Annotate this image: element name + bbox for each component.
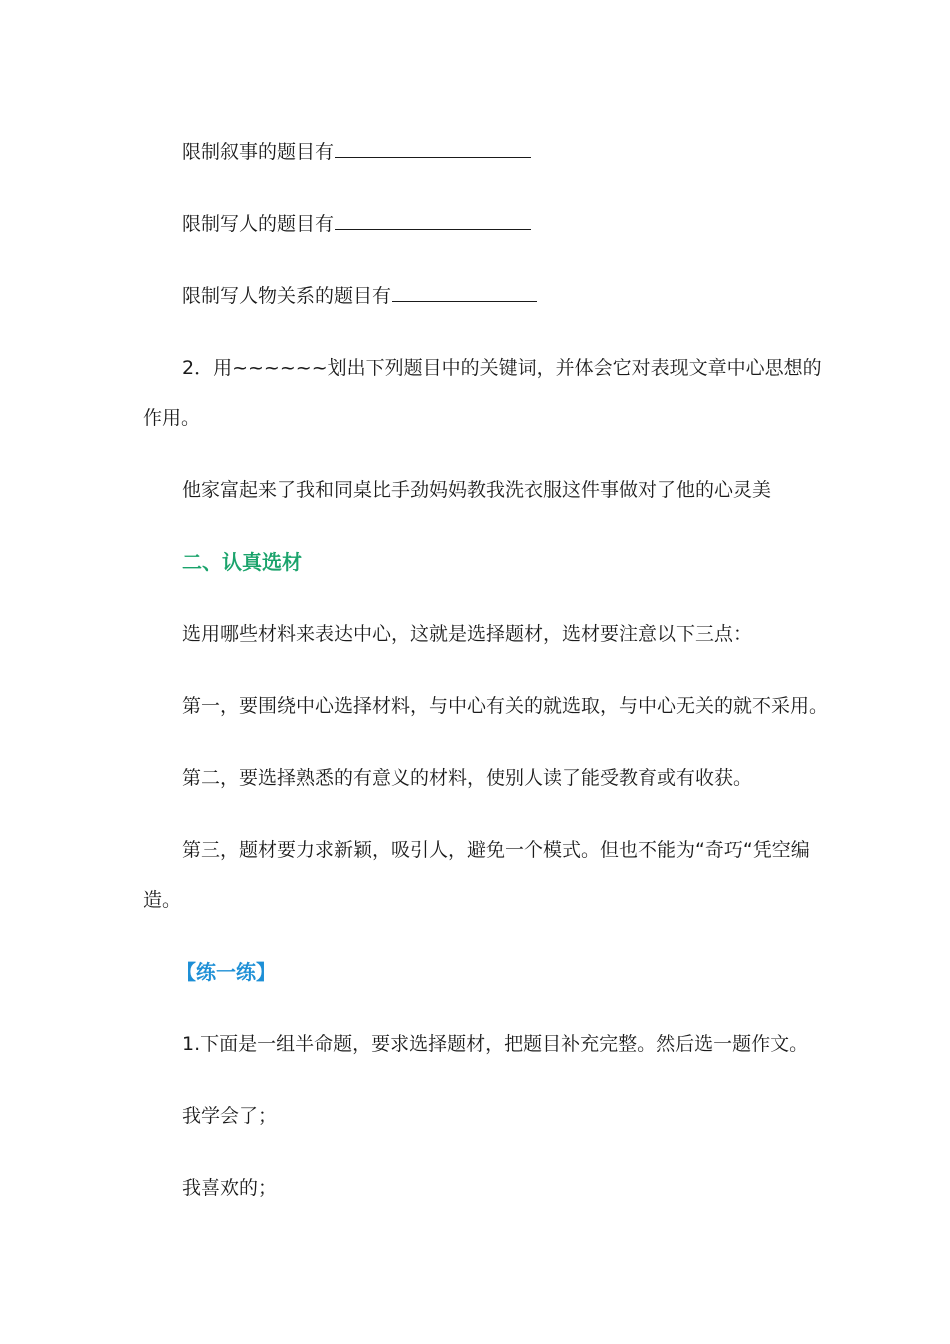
answer-blank[interactable] — [392, 283, 537, 302]
prompt-text: 限制写人物关系的题目有 — [182, 285, 392, 307]
answer-blank[interactable] — [335, 139, 531, 158]
practice-question-1: 1.下面是一组半命题，要求选择题材，把题目补充完整。然后选一题作文。 — [182, 1033, 809, 1055]
fill-in-line-narrative — [182, 139, 531, 165]
half-title-1: 我学会了； — [182, 1105, 278, 1127]
title-list: 他家富起来了我和同桌比手劲妈妈教我洗衣服这件事做对了他的心灵美 — [182, 479, 772, 501]
question-2-line-1: 2．用~~~~~~划出下列题目中的关键词，并体会它对表现文章中心思想的 — [182, 357, 822, 379]
paragraph-second: 第二，要选择熟悉的有意义的材料，使别人读了能受教育或有收获。 — [182, 767, 753, 789]
paragraph-first: 第一，要围绕中心选择材料，与中心有关的就选取，与中心无关的就不采用。 — [182, 695, 829, 717]
practice-heading: 【练一练】 — [176, 960, 276, 984]
paragraph-third-line-2: 造。 — [143, 889, 182, 911]
half-title-2: 我喜欢的； — [182, 1177, 278, 1199]
fill-in-line-person — [182, 211, 531, 237]
answer-blank[interactable] — [335, 211, 531, 230]
question-2-line-2: 作用。 — [143, 407, 201, 429]
prompt-text: 限制叙事的题目有 — [182, 141, 335, 163]
fill-in-line-relationship — [182, 283, 537, 309]
section-heading: 二、认真选材 — [182, 550, 302, 574]
paragraph-intro: 选用哪些材料来表达中心，这就是选择题材，选材要注意以下三点： — [182, 623, 753, 645]
paragraph-third-line-1: 第三，题材要力求新颖，吸引人，避免一个模式。但也不能为“奇巧“凭空编 — [182, 839, 810, 861]
prompt-text: 限制写人的题目有 — [182, 213, 335, 235]
